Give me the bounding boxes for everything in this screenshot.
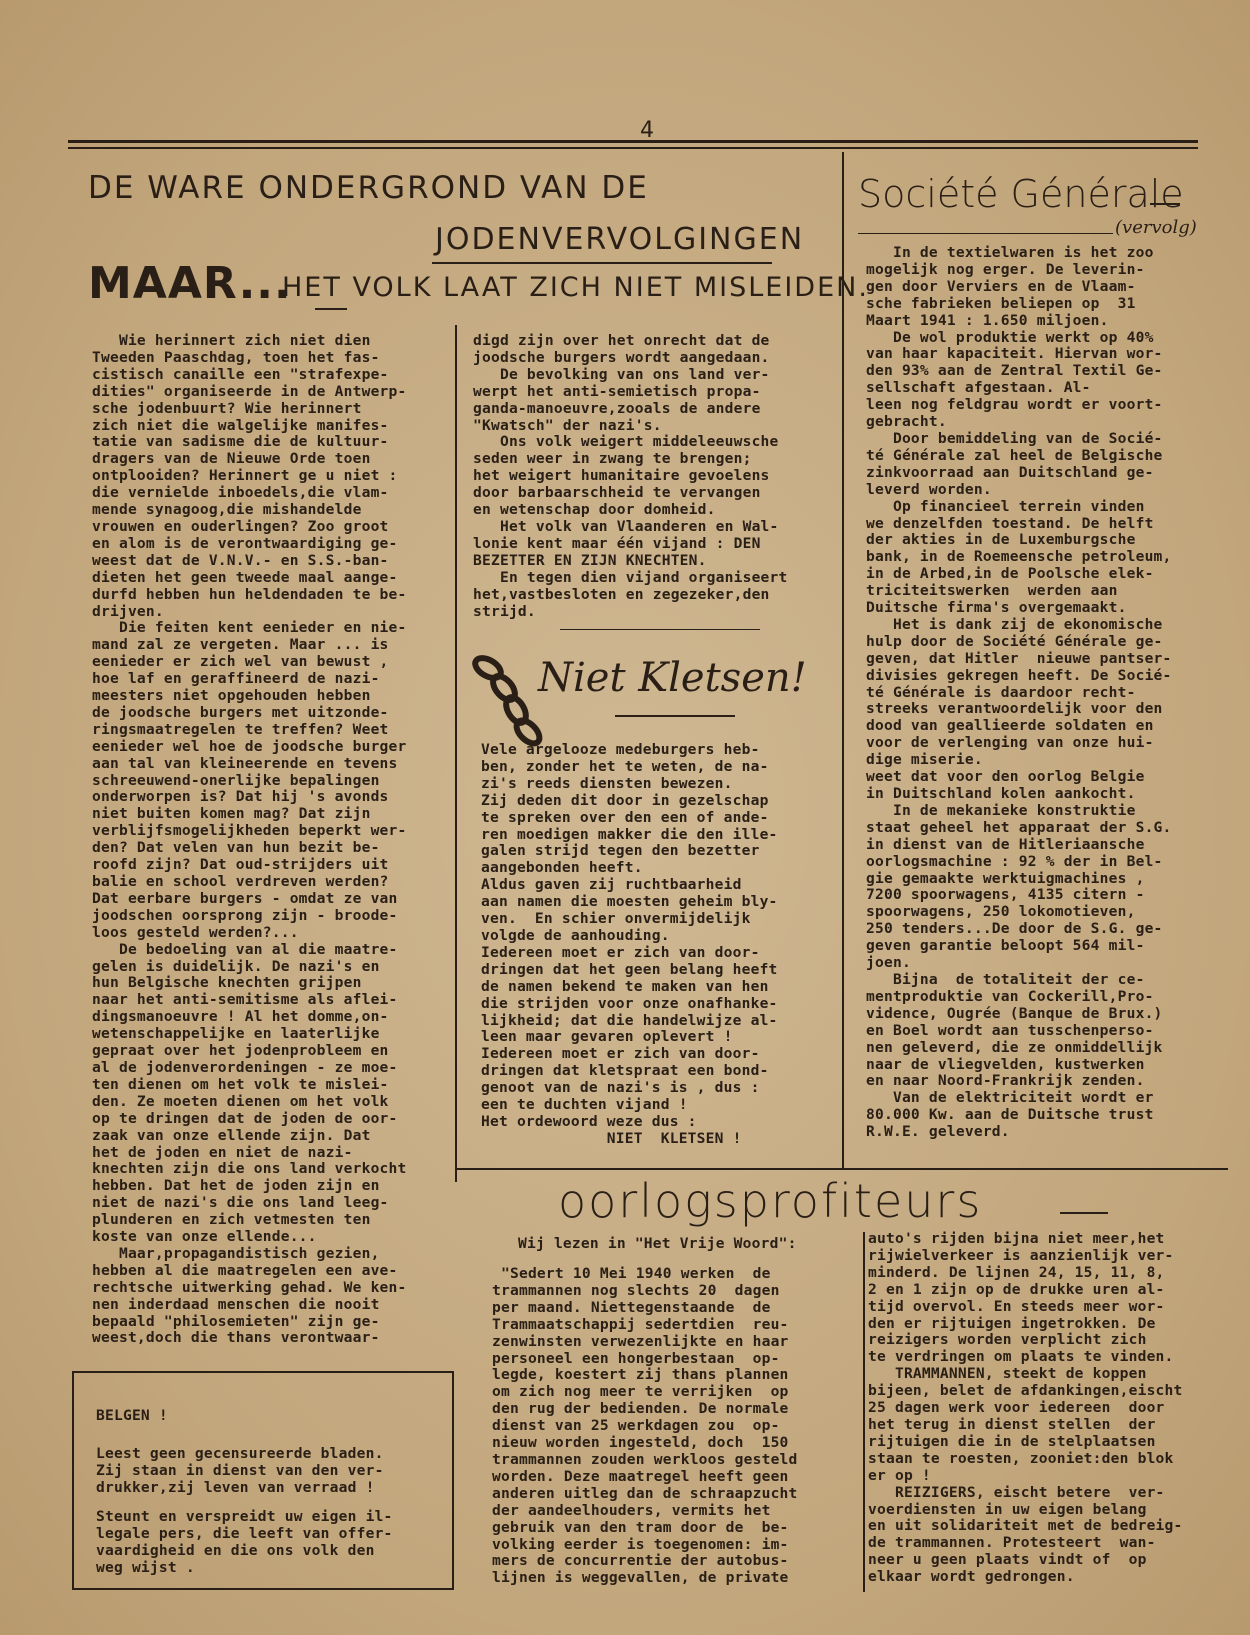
societe-generale-heading: Société Générale: [858, 172, 1184, 216]
societe-vervolg: (vervolg): [1115, 217, 1197, 238]
subhead-maar: MAAR...: [88, 258, 292, 309]
headline-underline: [432, 262, 772, 264]
page-number: 4: [640, 118, 654, 143]
oorlogsprofiteurs-col1: "Sedert 10 Mei 1940 werken de trammannen nog slechts 20 dagen per maand. Niettegenstaande de Trammaatschappij sedertdien reu- zenwinsten verwezenlijkte en haar personeel een hongerbestaan op- legde, koestert zij thans plannen om zich nog meer te verrijken op den rug der bedienden. De normale dienst van 25 werkdagen zou op- nieuw worden ingesteld, doch 150 trammannen zouden werkloos gesteld worden. Deze maatregel heeft geen anderen uitleg dan de schraapzucht der aandeelhouders, vermits het gebruik van den tram door de be- volking eerder is toegenomen: im- mers de concurrentie der autobus- lijnen is weggevallen, de private: [492, 1265, 798, 1587]
oorlogsprofiteurs-dash: [1060, 1212, 1108, 1214]
column-divider-bottom: [863, 1232, 865, 1592]
subhead-text: HET VOLK LAAT ZICH NIET MISLEIDEN.: [282, 272, 869, 303]
top-rule: [68, 140, 1198, 143]
niet-kletsen-heading: Niet Kletsen!: [538, 655, 807, 701]
belgen-heading: BELGEN !: [96, 1407, 168, 1424]
section-rule: [456, 1168, 1228, 1170]
main-article-end-rule: [560, 629, 760, 630]
niet-kletsen-underline: [615, 715, 735, 717]
belgen-p2: Steunt en verspreidt uw eigen il- legale pers, die leeft van offer- vaardigheid en die ons volk den weg wijst .: [96, 1508, 393, 1576]
main-article-col2: digd zijn over het onrecht dat de joodsche burgers wordt aangedaan. De bevolking van ons land ver- werpt het anti-semietisch propa- ganda-manoeuvre,zooals de andere "Kwatsch" der nazi's. Ons volk weigert middeleeuwsche seden weer in zwang te brengen; het weigert humanitaire gevoelens door barbaarschheid te vervangen en wetenschap door domheid. Het volk van Vlaanderen en Wal- lonie kent maar één vijand : DEN BEZETTER EN ZIJN KNECHTEN. En tegen dien vijand organiseert het,vastbesloten en zegezeker,den strijd.: [473, 332, 788, 620]
belgen-p1: Leest geen gecensureerde bladen. Zij staan in dienst van den ver- drukker,zij leven van verraad !: [96, 1445, 384, 1496]
headline-line1: DE WARE ONDERGROND VAN DE: [88, 170, 649, 206]
oorlogsprofiteurs-intro: Wij lezen in "Het Vrije Woord":: [518, 1235, 797, 1252]
main-article-col1: Wie herinnert zich niet dien Tweeden Paaschdag, toen het fas- cistisch canaille een "strafexpe- dities" organiseerde in de Antwerp- sche jodenbuurt? Wie herinnert zich niet die walgelijke manifes- tatie van sadisme die de kultuur- dragers van de Nieuwe Orde toen ontplooiden? Herinnert ge u niet : die vernielde inboedels,die vlam- mende synagoog,die mishandelde vrouwen en ouderlingen? Zoo groot en alom is de verontwaardiging ge- weest dat de V.N.V.- en S.S.-ban- dieten het geen tweede maal aange- durfd hebben hun heldendaden te be- drijven. Die feiten kent eenieder en nie- mand zal ze vergeten. Maar ... is eenieder er zich wel van bewust , hoe laf en geraffineerd de nazi- meesters niet opgehouden hebben de joodsche burgers met uitzonde- ringsmaatregelen te treffen? Weet eenieder wel hoe de joodsche burger aan tal van kleineerende en tevens schreeuwend-onerlijke bepalingen onderworpen is? Dat hij 's avonds niet buiten komen mag? Dat zijn verblijfsmogelijkheden beperkt wer- den? Dat velen van hun bezit be- roofd zijn? Dat oud-strijders uit balie en school verdreven werden? Dat eerbare burgers - omdat ze van joodschen oorsprong zijn - broode- loos gesteld werden?... De bedoeling van al die maatre- gelen is duidelijk. De nazi's en hun Belgische knechten grijpen naar het anti-semitisme als aflei- dingsmanoeuvre ! Al het domme,on- wetenschappelijke en laaterlijke gepraat over het jodenprobleem en al de jodenverordeningen - ze moe- ten dienen om het volk te mislei- den. Ze moeten dienen om het volk op te dringen dat de joden de oor- zaak van onze ellende zijn. Dat het de joden en niet de nazi- knechten zijn die ons land verkocht hebben. Dat het de joden zijn en niet de nazi's die ons land leeg- plunderen en zich vetmesten ten koste van onze ellende... Maar,propagandistisch gezien, hebben al die maatregelen een ave- rechtsche uitwerking gehad. We ken- nen inderdaad menschen die nooit bepaald "philosemieten" zijn ge- weest,doch die thans verontwaar-: [92, 332, 407, 1347]
niet-kletsen-text: Vele argelooze medeburgers heb- ben, zonder het te weten, de na- zi's reeds diensten bewezen. Zij deden dit door in gezelschap te spreken over den een of ande- ren moedigen makker die den ille- galen strijd tegen den bezetter aangebonden heeft. Aldus gaven zij ruchtbaarheid aan namen die moesten geheim bly- ven. En schier onvermijdelijk volgde de aanhouding. Iedereen moet er zich van door- dringen dat het geen belang heeft de namen bekend te maken van hen die strijden voor onze onafhanke- lijkheid; dat die handelwijze al- leen maar gevaren oplevert ! Iedereen moet er zich van door- dringen dat kletspraat een bond- genoot van de nazi's is , dus : een te duchten vijand ! Het ordewoord weze dus : NIET KLETSEN !: [481, 741, 778, 1147]
top-rule-2: [68, 147, 1198, 149]
societe-generale-text: In de textielwaren is het zoo mogelijk nog erger. De leverin- gen door Verviers en de Vlaam- sche fabrieken beliepen op 31 Maart 1941 : 1.650 miljoen. De wol produktie werkt op 40% van haar kapaciteit. Hiervan wor- den 93% aan de Zentral Textil Ge- sellschaft afgestaan. Al- leen nog feldgrau wordt er voort- gebracht. Door bemiddeling van de Socié- té Générale zal heel de Belgische zinkvoorraad aan Duitschland ge- leverd worden. Op financieel terrein vinden we denzelfden toestand. De helft der akties in de Luxemburgsche bank, in de Roemeensche petroleum, in de Arbed,in de Poolsche elek- triciteitswerken werden aan Duitsche firma's overgemaakt. Het is dank zij de ekonomische hulp door de Société Générale ge- geven, dat Hitler nieuwe pantser- divisies gekregen heeft. De Socié- té Générale is daardoor recht- streeks verantwoordelijk voor den dood van geallieerde soldaten en voor de verlenging van onze hui- dige miserie. weet dat voor den oorlog Belgie in Duitschland kolen aankocht. In de mekanieke konstruktie staat geheel het apparaat der S.G. in dienst van de Hitleriaansche oorlogsmachine : 92 % der in Bel- gie gemaakte werktuigmachines , 7200 spoorwagens, 4135 citern - spoorwagens, 250 lokomotieven, 250 tenders...De door de S.G. ge- geven garantie beloopt 564 mil- joen. Bijna de totaliteit der ce- mentproduktie van Cockerill,Pro- vidence, Ougrée (Banque de Brux.) en Boel wordt aan tusschenperso- nen geleverd, die ze onmiddellijk naar de vliegvelden, kustwerken en naar Noord-Frankrijk zenden. Van de elektriciteit wordt er 80.000 Kw. aan de Duitsche trust R.W.E. geleverd.: [866, 244, 1172, 1141]
subhead-dash: [315, 308, 347, 310]
belgen-box: [72, 1371, 454, 1590]
societe-heading-dash: [1150, 203, 1180, 205]
societe-heading-rule: [858, 233, 1113, 234]
headline-line2: JODENVERVOLGINGEN: [435, 222, 805, 257]
column-divider-right: [842, 152, 844, 1170]
oorlogsprofiteurs-heading: oorlogsprofiteurs: [558, 1174, 983, 1228]
oorlogsprofiteurs-col2: auto's rijden bijna niet meer,het rijwielverkeer is aanzienlijk ver- minderd. De lijnen 24, 15, 11, 8, 2 en 1 zijn op de drukke uren al- tijd overvol. En steeds meer wor- den er rijtuigen ingetrokken. De reizigers worden verplicht zich te verdringen om plaats te vinden. TRAMMANNEN, steekt de koppen bijeen, belet de afdankingen,eischt 25 dagen werk voor iedereen door het terug in dienst stellen der rijtuigen die in de stelplaatsen staan te roesten, zooniet:den blok er op ! REIZIGERS, eischt betere ver- voerdiensten in uw eigen belang en uit solidariteit met de bedreig- de trammannen. Protesteert wan- neer u geen plaats vindt of op elkaar wordt gedrongen.: [868, 1230, 1183, 1586]
column-divider-main: [455, 325, 457, 1182]
